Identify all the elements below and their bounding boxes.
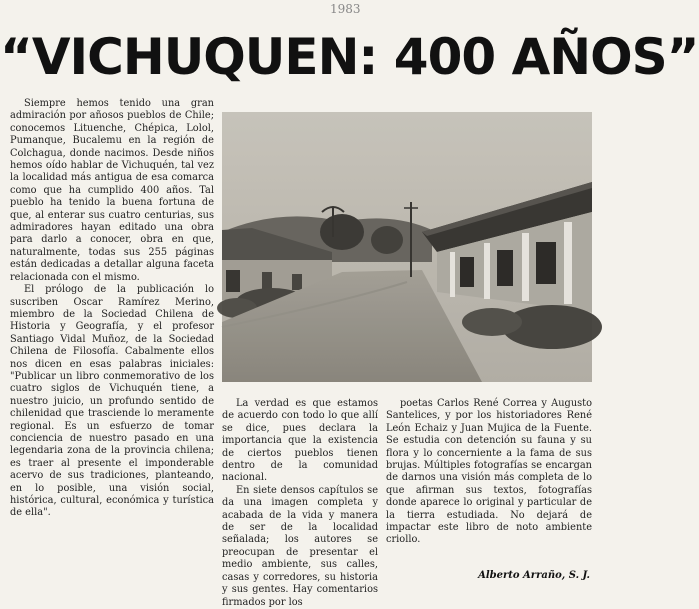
article-paragraph: La verdad es que estamos de acuerdo con todo lo que allí se dice, pues declara la importancia que la existencia de ciertos pueblos tienen dentro de la comunidad nacional.	[222, 398, 378, 484]
article-paragraph: El prólogo de la publicación lo suscriben Oscar Ramírez Merino, miembro de la Sociedad Chilena de Historia y Geografía, y el profesor Santiago Vidal Muñoz, de la Sociedad Chilena de Filosofía. Cabalmente ellos nos dicen en esas palabras iniciales: "Publicar un libro conmemorativo de los cuatro siglos de Vichuquén tiene, a nuestro juicio, un profundo sentido de chilenidad que trasciende lo meramente regional. Es un esfuerzo de tomar conciencia de nuestro pasado en una legendaria zona de la provincia chilena; es traer al presente el imponderable acervo de sus tradiciones, planteando, en lo posible, una visión social, histórica, cultural, económica y turística de ella".	[10, 284, 214, 519]
handwritten-note: 1983	[330, 2, 361, 16]
article-paragraph: poetas Carlos René Correa y Augusto Santelices, y por los historiadores René León Echaiz y Juan Mujica de la Fuente. Se estudia con detención su fauna y su flora y lo concerniente a la fama de sus brujas. Múltiples fotografías se encargan de darnos una visión más completa de lo que afirman sus textos, fotografías donde aparece lo original y particular de la tierra estudiada. No dejará de impactar este libro de noto ambiente criollo.	[386, 398, 592, 546]
article-paragraph: En siete densos capítulos se da una imagen completa y acabada de la vida y manera de ser de la localidad señalada; los autores se preocupan de presentar el medio ambiente, sus calles, casas y corredores, su historia y sus gentes. Hay comentarios firmados por los	[222, 484, 378, 608]
author-byline: Alberto Arraño, S. J.	[478, 570, 590, 581]
village-street-photo	[222, 112, 592, 382]
page-title: “VICHUQUEN: 400 AÑOS”	[0, 28, 699, 86]
article-paragraph: Siempre hemos tenido una gran admiración por añosos pueblos de Chile; conocemos Lituenche, Chépica, Lolol, Pumanque, Bucalemu en la región de Colchagua, donde nacimos. Desde niños hemos oído hablar de Vichuquén, tal vez la localidad más antigua de esa comarca como que ha cumplido 400 años. Tal pueblo ha tenido la buena fortuna de que, al enterar sus cuatro centurias, sus admiradores hayan editado una obra para darlo a conocer, obra en que, naturalmente, todas sus 255 páginas están dedicadas a detallar alguna faceta relacionada con el mismo.	[10, 98, 214, 283]
article-column-middle	[222, 398, 378, 609]
article-column-left	[10, 98, 214, 520]
photo-illustration	[222, 112, 592, 382]
article-column-right	[386, 398, 592, 547]
